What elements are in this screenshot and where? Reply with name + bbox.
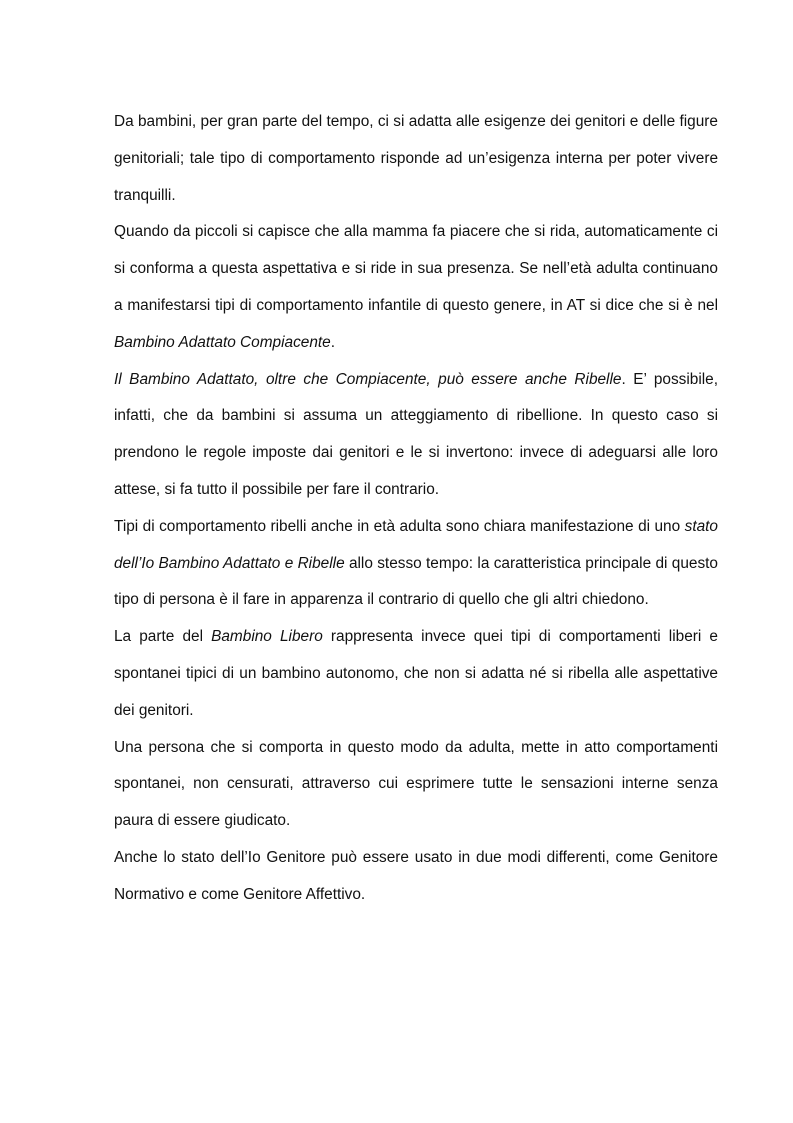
text-segment: allo stesso tempo: la caratteristica principale di questo tipo di persona è il fare in apparenza il contrario di quello che gli altri chiedono. xyxy=(114,554,718,609)
text-segment: Una persona che si comporta in questo modo da adulta, mette in atto comportamenti spontanei, non censurati, attraverso cui esprimere tutte le sensazioni interne senza paura di essere giudicato. xyxy=(114,738,718,830)
text-segment: Tipi di comportamento ribelli anche in età adulta sono chiara manifestazione di uno xyxy=(114,517,685,535)
italic-term-stato-io-bambino: stato dell’Io Bambino Adattato e Ribelle xyxy=(114,517,718,572)
document-page xyxy=(114,104,718,914)
text-segment: Da bambini, per gran parte del tempo, ci si adatta alle esigenze dei genitori e delle figure genitoriali; tale tipo di comportamento risponde ad un’esigenza interna per poter vivere tranquilli. xyxy=(114,113,718,204)
paragraph-7 xyxy=(114,840,718,914)
paragraph-6 xyxy=(114,730,718,840)
paragraph-5 xyxy=(114,619,718,729)
text-segment: . E’ possibile, infatti, che da bambini si assuma un atteggiamento di ribellione. In questo caso si prendono le regole imposte dai genitori e le si invertono: invece di adeguarsi alle loro attese, si fa tutto il possibile per fare il contrario. xyxy=(114,370,719,498)
text-segment: rappresenta invece quei tipi di comportamenti liberi e spontanei tipici di un bambino autonomo, che non si adatta né si ribella alle aspettative dei genitori. xyxy=(114,628,718,719)
italic-term-bambino-libero: Bambino Libero xyxy=(211,628,323,646)
text-segment: Anche lo stato dell’Io Genitore può essere usato in due modi differenti, come Genitore Normativo e come Genitore Affettivo. xyxy=(114,848,718,903)
text-segment: . xyxy=(330,333,336,351)
italic-term-bambino-adattato-compiacente: Bambino Adattato Compiacente xyxy=(114,333,331,351)
paragraph-4 xyxy=(114,509,718,619)
text-segment: Quando da piccoli si capisce che alla mamma fa piacere che si rida, automaticamente ci si conforma a questa aspettativa e si ride in sua presenza. Se nell’età adulta continuano a manifestarsi tipi di comportamento infantile di questo genere, in AT si dice che si è nel xyxy=(114,223,718,314)
paragraph-2 xyxy=(114,214,718,361)
italic-term-bambino-ribelle: Il Bambino Adattato, oltre che Compiacente, può essere anche Ribelle xyxy=(114,370,622,388)
paragraph-3 xyxy=(114,362,718,509)
paragraph-1 xyxy=(114,104,718,214)
text-segment: La parte del xyxy=(114,628,212,646)
